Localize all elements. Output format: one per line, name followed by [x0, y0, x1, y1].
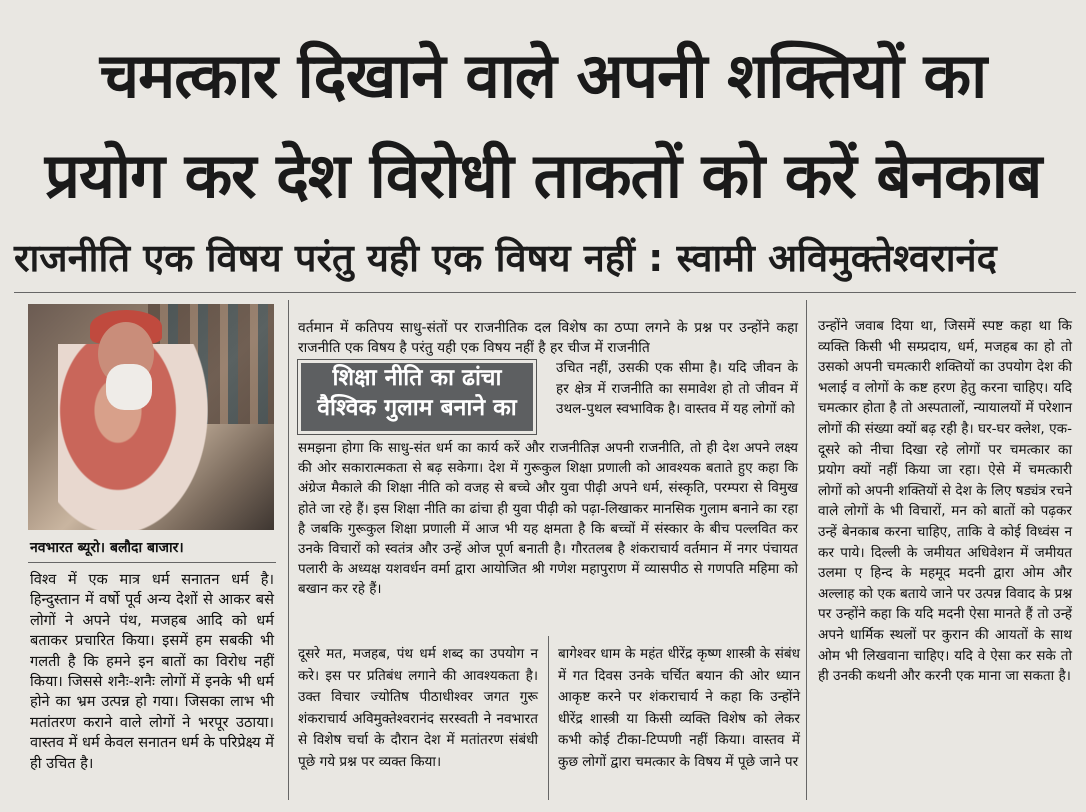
column-middle-bottom-left — [298, 644, 538, 773]
column-middle-top-body — [298, 438, 798, 600]
paragraph: विश्व में एक मात्र धर्म सनातन धर्म है। हिन्दुस्तान में वर्षो पूर्व अन्य देशों से आकर बसे लोगों ने अपने पंथ, मजहब आदि को धर्म बताकर प्रचारित किया। इसमें हम सबकी भी गलती है कि हमने इन बातों का विरोध नहीं किया। जिससे शनैः-शनैः लोगों में इनके भी धर्म होने का भ्रम उत्पन्न हो गया। जिसका लाभ भी मतांतरण कराने वाले लोगों ने भरपूर उठाया। वास्तव में धर्म केवल सनातन धर्म के परिप्रेक्ष्य में ही उचित है। — [30, 571, 274, 772]
column-divider-3 — [548, 636, 549, 800]
column-divider-1 — [288, 300, 289, 800]
headline-line-2: प्रयोग कर देश विरोधी ताकतों को करें बेनकाब — [44, 139, 1042, 212]
column-middle-bottom-right — [558, 644, 800, 773]
paragraph: वर्तमान में कतिपय साधु-संतों पर राजनीतिक दल विशेष का ठप्पा लगने के प्रश्न पर उन्होंने कहा राजनीति एक विषय है परंतु यही एक विषय नहीं है हर चीज में राजनीति — [298, 320, 798, 356]
divider-caption — [28, 562, 276, 563]
column-middle-top-side — [556, 358, 798, 420]
paragraph: उन्होंने जवाब दिया था, जिसमें स्पष्ट कहा था कि व्यक्ति किसी भी सम्प्रदाय, धर्म, मजहब का हो तो उसको अपनी चमत्कारी शक्तियों का उपयोग देश की भलाई व लोगों के कष्ट हरण हेतु करना चाहिए। यदि चमत्कार होता है तो अस्पतालों, न्यायालयों में परेशान लोगों की संख्या क्यों बढ़ रही है। घर-घर क्लेश, एक-दूसरे को नीचा दिखा रहे लोगों पर चमत्कार का प्रयोग क्यों नहीं किया जा रहा। ऐसे में चमत्कारी लोगों को अपनी शक्तियों से देश के लिए षड्यंत्र रचने वाले लोगों के भी विचारों, मन को बातों को पढ़कर उन्हें बेनकाब करना चाहिए, ताकि वे कोई विध्वंस न कर पाये। दिल्ली के जमीयत अधिवेशन में जमीयत उलमा ए हिन्द के महमूद मदनी द्वारा ओम और अल्लाह को एक बताये जाने पर उत्पन्न विवाद के प्रश्न पर उन्होंने कहा कि यदि मदनी ऐसा मानते हैं तो उन्हें अपने धार्मिक स्थलों पर कुरान की आयतों के साथ ओम भी लिखवाना चाहिए। यदि वे ऐसा कर सके तो ही उनकी कथनी और करनी एक माना जा सकता है। — [818, 318, 1072, 685]
pullquote-line-2: वैश्विक गुलाम बनाने का — [317, 395, 517, 421]
column-middle-top-intro — [298, 318, 798, 358]
column-right — [818, 316, 1072, 687]
column-left-bottom — [30, 570, 274, 774]
photo-caption: नवभारत ब्यूरो। बलौदा बाजार। — [30, 540, 184, 556]
pullquote-line-1: शिक्षा नीति का ढांचा — [332, 365, 502, 391]
paragraph: दूसरे मत, मजहब, पंथ धर्म शब्द का उपयोग न करे। इस पर प्रतिबंध लगाने की आवश्यकता है। उक्त विचार ज्योतिष पीठाधीश्वर जगत गुरू शंकराचार्य अविमुक्तेश्वरानंद सरस्वती ने नवभारत से विशेष चर्चा के दौरान देश में मतांतरण संबंधी पूछे गये प्रश्न पर व्यक्त किया। — [298, 646, 538, 770]
photo-swami — [28, 304, 274, 530]
paragraph: उचित नहीं, उसकी एक सीमा है। यदि जीवन के हर क्षेत्र में राजनीति का समावेश हो तो जीवन में उथल-पुथल स्वभाविक है। वास्तव में यह लोगों को — [556, 360, 798, 417]
subheadline: राजनीति एक विषय परंतु यही एक विषय नहीं : स्वामी अविमुक्तेश्वरानंद — [14, 236, 997, 280]
paragraph: समझना होगा कि साधु-संत धर्म का कार्य करें और राजनीतिज्ञ अपनी राजनीति, तो ही देश अपने लक्ष्य की ओर सकारात्मकता से बढ़ सकेगा। देश में गुरूकुल शिक्षा प्रणाली को आवश्यक बताते हुए कहा कि अंग्रेज मैकाले की शिक्षा नीति को वजह से बच्चे और युवा पीढ़ी अपने धर्म, संस्कृति, परम्परा से विमुख होते जा रहे हैं। इस शिक्षा नीति का ढांचा ही युवा पीढ़ी को पढ़ा-लिखाकर मानसिक गुलाम बनाने का रहा है जबकि गुरूकुल शिक्षा प्रणाली में आज भी यह क्षमता है कि बच्चों में संस्कार के बीच पल्लवित कर उनके विचारों को स्वतंत्र और उन्हें ओज पूर्ण बनाती है। गौरतलब है शंकराचार्य वर्तमान में नगर पंचायत पलारी के अध्यक्ष यशवर्धन वर्मा द्वारा आयोजित श्री गणेश महापुराण में व्यासपीठ से गणपति महिमा को बखान कर रहे हैं। — [298, 440, 798, 598]
column-divider-2 — [806, 300, 807, 800]
divider-top — [14, 292, 1076, 293]
headline-line-1: चमत्कार दिखाने वाले अपनी शक्तियों का — [99, 39, 987, 112]
paragraph: बागेश्वर धाम के महंत धीरेंद्र कृष्ण शास्त्री के संबंध में गत दिवस उनके चर्चित बयान की ओर ध्यान आकृष्ट करने पर शंकराचार्य ने कहा कि उन्होंने धीरेंद्र शास्त्री या किसी व्यक्ति विशेष को लेकर कभी कोई टीका-टिप्पणी नहीं किया। वास्तव में कुछ लोगों द्वारा चमत्कार के विषय में पूछे जाने पर — [558, 646, 800, 770]
pullquote-box — [298, 360, 536, 434]
